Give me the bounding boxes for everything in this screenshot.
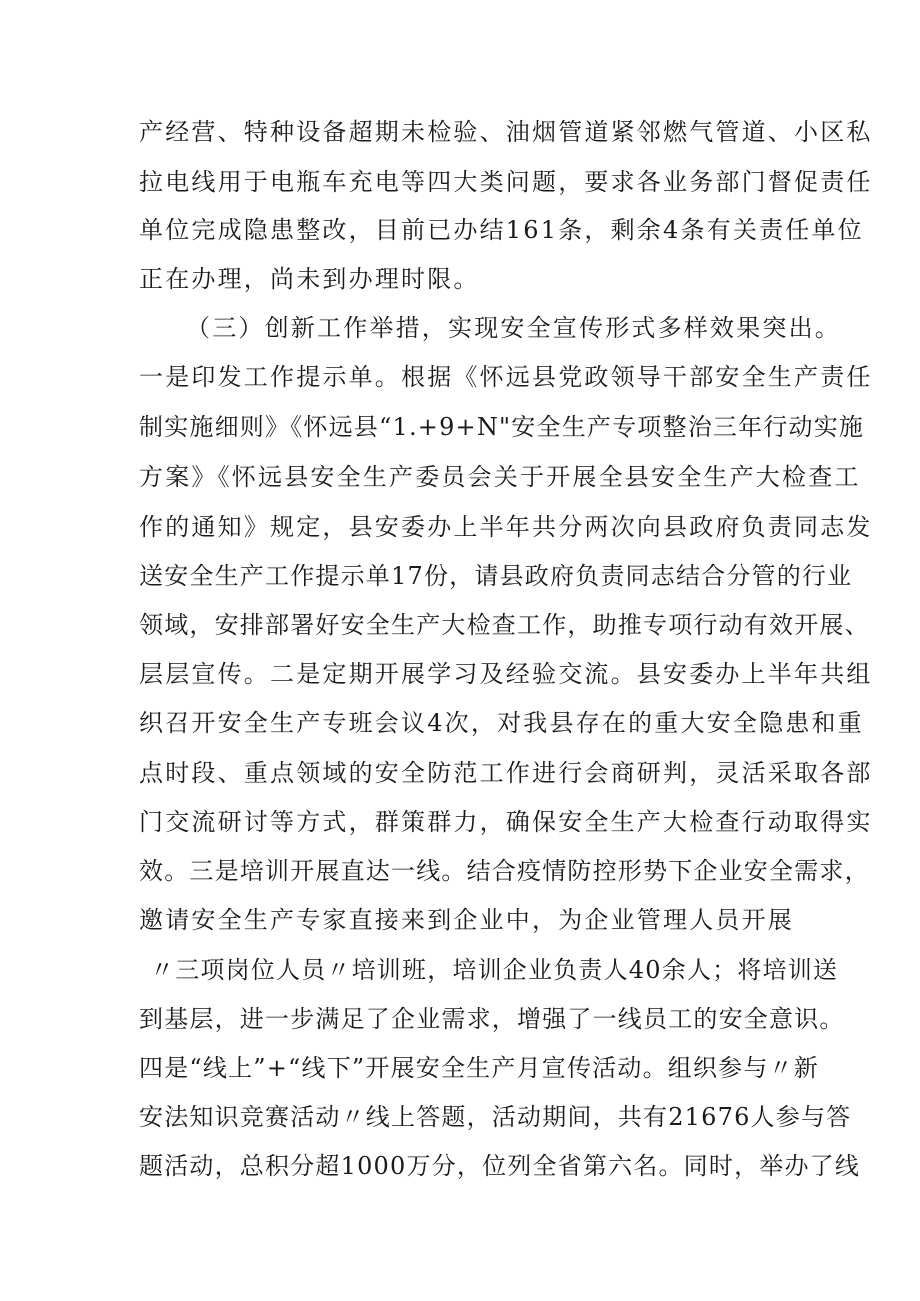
text-line: 产经营、特种设备超期未检验、油烟管道紧邻燃气管道、小区私 xyxy=(139,118,873,146)
text-line: 制实施细则》《怀远县“1.+9+N"安全生产专项整治三年行动实施 xyxy=(139,413,865,441)
text-line: 织召开安全生产专班会议4次，对我县存在的重大安全隐患和重 xyxy=(139,709,864,737)
text-line: 作的通知》规定，县安委办上半年共分两次向县政府负责同志发 xyxy=(139,513,873,541)
text-line: 〃三项岗位人员〃培训班，培训企业负责人40余人；将培训送 xyxy=(150,956,839,984)
text-line: 门交流研讨等方式，群策群力，确保安全生产大检查行动取得实 xyxy=(139,808,873,836)
text-line: 正在办理，尚未到办理时限。 xyxy=(139,265,480,293)
text-line: 送安全生产工作提示单17份，请县政府负责同志结合分管的行业 xyxy=(139,562,853,590)
text-line: 四是“线上”+“线下”开展安全生产月宣传活动。组织参与〃新 xyxy=(139,1054,819,1082)
text-line: 题活动，总积分超1000万分，位列全省第六名。同时，举办了线 xyxy=(139,1152,861,1180)
text-line: 安法知识竞赛活动〃线上答题，活动期间，共有21676人参与答 xyxy=(139,1103,852,1131)
text-line: 单位完成隐患整改，目前已办结161条，剩余4条有关责任单位 xyxy=(139,216,864,244)
text-line: 效。三是培训开展直达一线。结合疫情防控形势下企业安全需求， xyxy=(139,857,870,885)
text-line: 到基层，进一步满足了企业需求，增强了一线员工的安全意识。 xyxy=(139,1005,845,1033)
text-line: 拉电线用于电瓶车充电等四大类问题，要求各业务部门督促责任 xyxy=(139,168,873,196)
text-line: 方案》《怀远县安全生产委员会关于开展全县安全生产大检查工 xyxy=(139,463,861,491)
text-line: 一是印发工作提示单。根据《怀远县党政领导干部安全生产责任 xyxy=(139,363,873,391)
text-line: 层层宣传。二是定期开展学习及经验交流。县安委办上半年共组 xyxy=(139,660,873,688)
text-line: 邀请安全生产专家直接来到企业中，为企业管理人员开展 xyxy=(139,906,794,934)
section-heading: （三）创新工作举措，实现安全宣传形式多样效果突出。 xyxy=(186,314,841,342)
text-line: 领域，安排部署好安全生产大检查工作，助推专项行动有效开展、 xyxy=(139,611,870,639)
text-line: 点时段、重点领域的安全防范工作进行会商研判，灵活采取各部 xyxy=(139,759,873,787)
